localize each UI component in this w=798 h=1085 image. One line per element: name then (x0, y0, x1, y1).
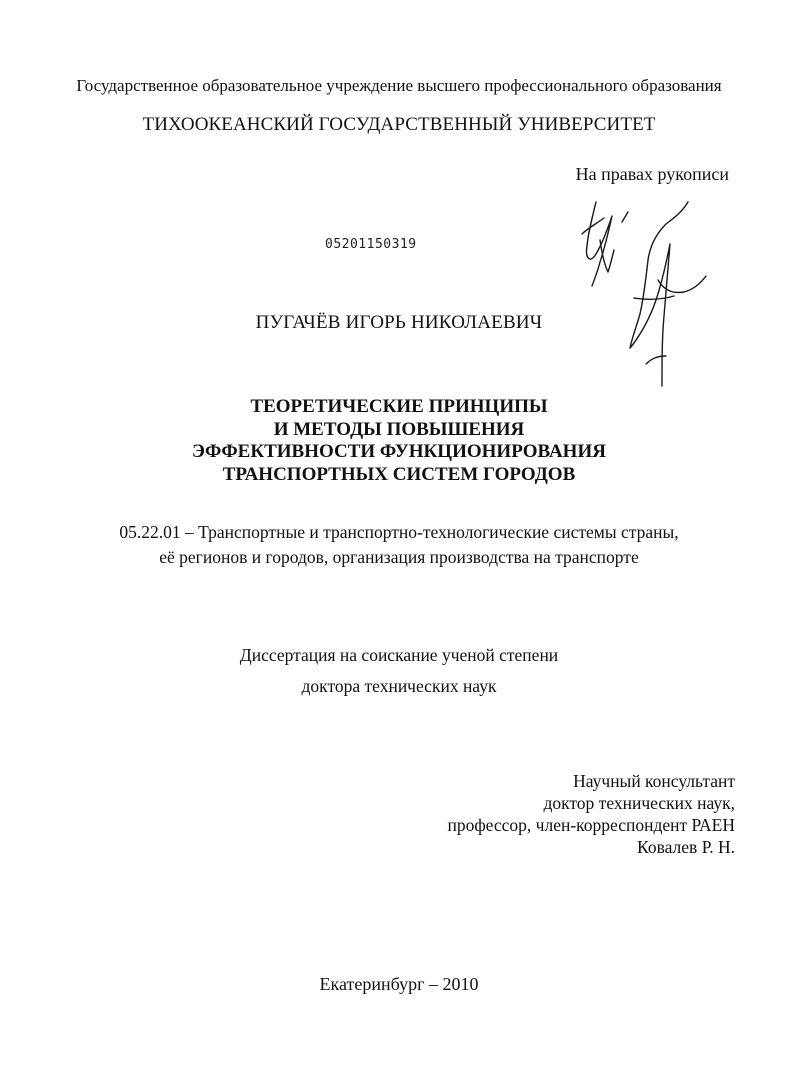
scientific-advisor (447, 770, 735, 858)
degree-statement: Диссертация на соискание ученой степени (239, 645, 559, 665)
manuscript-note: На правах рукописи (575, 164, 729, 184)
handwritten-signature (570, 188, 720, 398)
title-line: ЭФФЕКТИВНОСТИ ФУНКЦИОНИРОВАНИЯ (192, 441, 606, 462)
specialty-line: её регионов и городов, организация производства на транспорте (159, 547, 639, 567)
degree-name: доктора технических наук (301, 676, 497, 696)
advisor-line: доктор технических наук, (543, 793, 735, 813)
specialty-code (0, 520, 798, 570)
university-name: ТИХООКЕАНСКИЙ ГОСУДАРСТВЕННЫЙ УНИВЕРСИТЕТ (142, 114, 656, 135)
specialty-line: 05.22.01 – Транспортные и транспортно-технологические системы страны, (119, 522, 679, 542)
title-line: И МЕТОДЫ ПОВЫШЕНИЯ (273, 418, 525, 440)
archive-number: 05201150319 (325, 237, 417, 252)
author-name: ПУГАЧЁВ ИГОРЬ НИКОЛАЕВИЧ (255, 312, 543, 333)
advisor-line: Научный консультант (573, 771, 735, 791)
title-line: ТРАНСПОРТНЫХ СИСТЕМ ГОРОДОВ (222, 463, 576, 485)
advisor-line: Ковалев Р. Н. (637, 837, 735, 857)
dissertation-title (0, 396, 798, 486)
institution-name: Государственное образовательное учреждение высшего профессионального образования (76, 76, 722, 95)
advisor-line: профессор, член-корреспондент РАЕН (447, 815, 735, 835)
city-year: Екатеринбург – 2010 (319, 974, 479, 994)
title-line: ТЕОРЕТИЧЕСКИЕ ПРИНЦИПЫ (250, 396, 548, 417)
